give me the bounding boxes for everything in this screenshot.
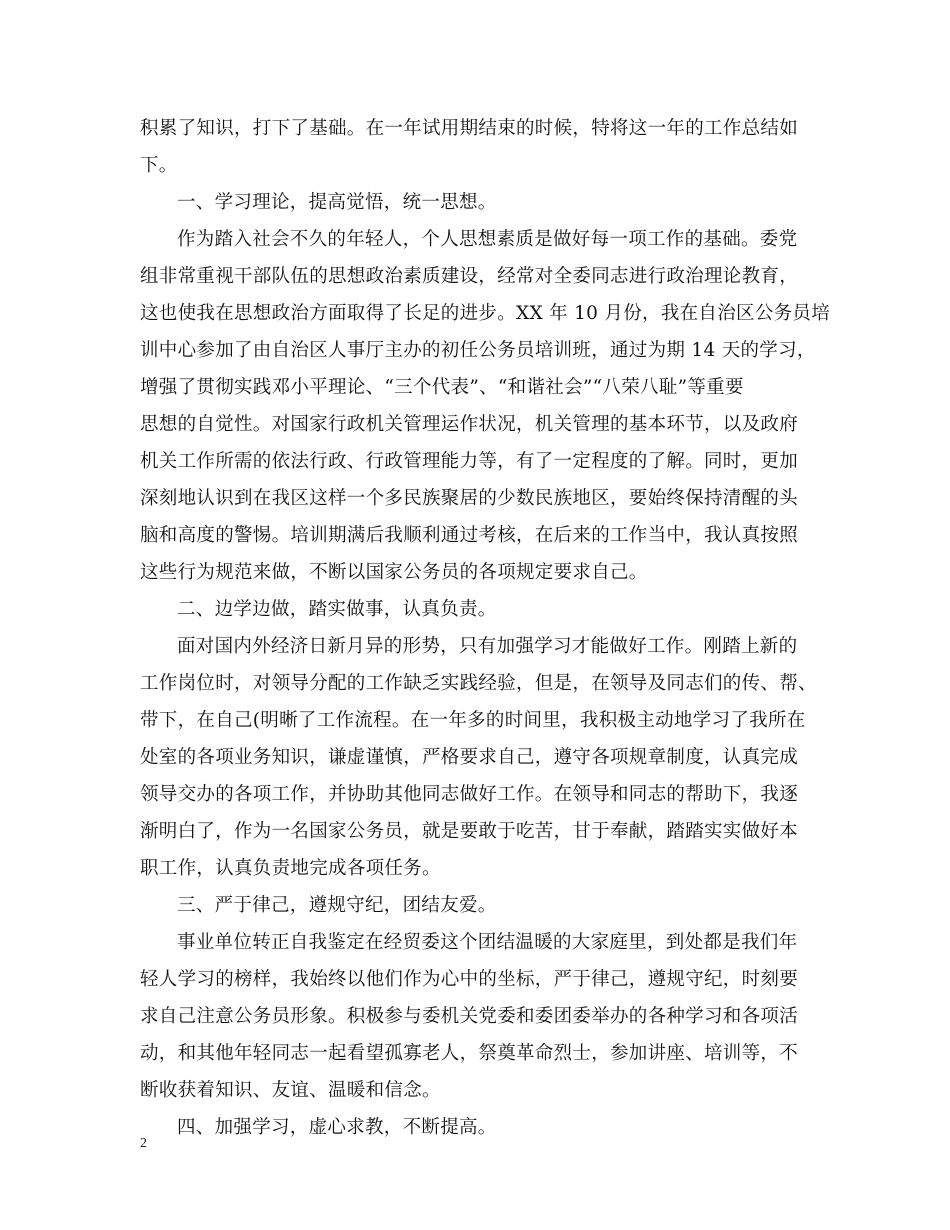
text-line: 思想的自觉性。对国家行政机关管理运作状况，机关管理的基本环节，以及政府 <box>140 414 799 435</box>
section-heading-1: 一、学习理论，提高觉悟，统一思想。 <box>177 192 497 213</box>
text-line: 机关工作所需的依法行政、行政管理能力等，有了一定程度的了解。同时，更加 <box>140 451 799 472</box>
text-line: 这些行为规范来做，不断以国家公务员的各项规定要求自己。 <box>140 562 648 583</box>
text-line: 这也使我在思想政治方面取得了长足的进步。XX 年 10 月份，我在自治区公务员培 <box>140 303 831 324</box>
text-line: 作为踏入社会不久的年轻人，个人思想素质是做好每一项工作的基础。委党 <box>177 229 798 250</box>
text-line: 事业单位转正自我鉴定在经贸委这个团结温暖的大家庭里，到处都是我们年 <box>177 932 798 953</box>
text-line: 工作岗位时，对领导分配的工作缺乏实践经验，但是，在领导及同志们的传、帮、 <box>140 673 817 694</box>
section-heading-3: 三、严于律己，遵规守纪，团结友爱。 <box>177 895 497 916</box>
section-heading-4: 四、加强学习，虚心求教，不断提高。 <box>177 1117 497 1138</box>
text-line: 领导交办的各项工作，并协助其他同志做好工作。在领导和同志的帮助下，我逐 <box>140 784 799 805</box>
text-line: 脑和高度的警惕。培训期满后我顺利通过考核，在后来的工作当中，我认真按照 <box>140 525 799 546</box>
text-line: 渐明白了，作为一名国家公务员，就是要敢于吃苦，甘于奉献，踏踏实实做好本 <box>140 821 799 842</box>
text-line: 积累了知识，打下了基础。在一年试用期结束的时候，特将这一年的工作总结如 <box>140 118 799 139</box>
text-line: 处室的各项业务知识，谦虚谨慎，严格要求自己，遵守各项规章制度，认真完成 <box>140 747 799 768</box>
text-line: 带下，在自己(明晰了工作流程。在一年多的时间里，我积极主动地学习了我所在 <box>140 710 806 731</box>
page-number: 2 <box>140 1136 147 1151</box>
text-line: 深刻地认识到在我区这样一个多民族聚居的少数民族地区，要始终保持清醒的头 <box>140 488 799 509</box>
text-line: 断收获着知识、友谊、温暖和信念。 <box>140 1080 441 1101</box>
text-line: 动，和其他年轻同志一起看望孤寡老人，祭奠革命烈士，参加讲座、培训等，不 <box>140 1043 799 1064</box>
text-line: 增强了贯彻实践邓小平理论、“三个代表”、“和谐社会”“八荣八耻”等重要 <box>140 377 744 398</box>
text-line: 职工作，认真负责地完成各项任务。 <box>140 858 441 879</box>
section-heading-2: 二、边学边做，踏实做事，认真负责。 <box>177 599 497 620</box>
text-line: 求自己注意公务员形象。积极参与委机关党委和委团委举办的各种学习和各项活 <box>140 1006 799 1027</box>
text-line: 面对国内外经济日新月异的形势，只有加强学习才能做好工作。刚踏上新的 <box>177 636 798 657</box>
text-line: 下。 <box>140 155 178 176</box>
text-line: 组非常重视干部队伍的思想政治素质建设，经常对全委同志进行政治理论教育， <box>140 266 799 287</box>
text-line: 训中心参加了由自治区人事厅主办的初任公务员培训班，通过为期 14 天的学习， <box>140 340 816 361</box>
text-line: 轻人学习的榜样，我始终以他们作为心中的坐标，严于律己，遵规守纪，时刻要 <box>140 969 799 990</box>
